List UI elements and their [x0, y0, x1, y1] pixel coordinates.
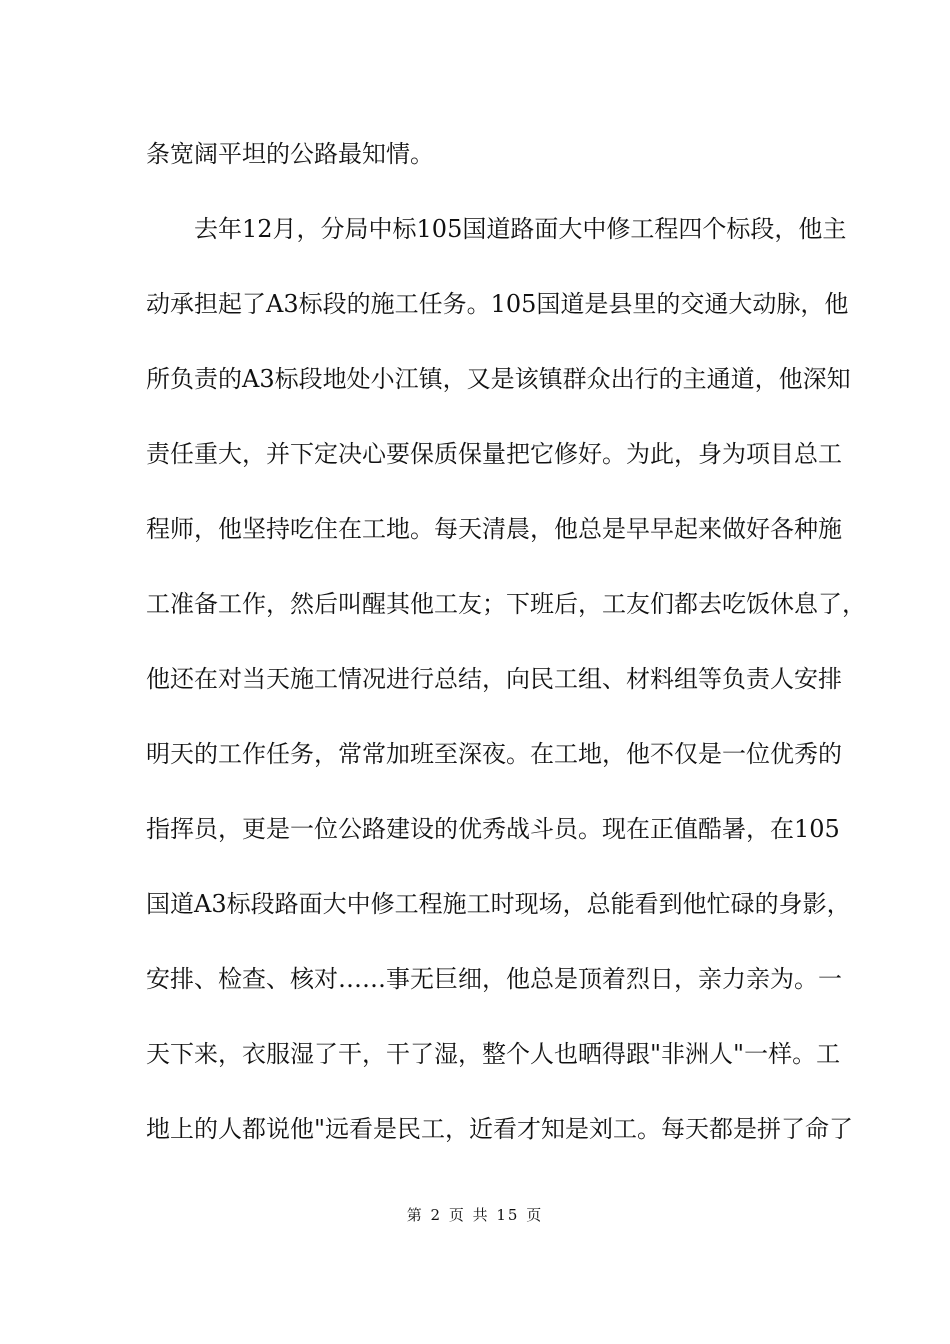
paragraph-line-8: 他还在对当天施工情况进行总结，向民工组、材料组等负责人安排	[146, 665, 842, 693]
paragraph-line-3: 动承担起了A3标段的施工任务。105国道是县里的交通大动脉，他	[146, 290, 849, 318]
paragraph-line-5: 责任重大，并下定决心要保质保量把它修好。为此，身为项目总工	[146, 440, 842, 468]
paragraph-line-9: 明天的工作任务，常常加班至深夜。在工地，他不仅是一位优秀的	[146, 740, 842, 768]
paragraph-line-2: 去年12月，分局中标105国道路面大中修工程四个标段，他主	[194, 215, 847, 243]
paragraph-line-14: 地上的人都说他"远看是民工，近看才知是刘工。每天都是拼了命了	[146, 1115, 854, 1143]
paragraph-line-11: 国道A3标段路面大中修工程施工时现场，总能看到他忙碌的身影，	[146, 890, 851, 918]
paragraph-line-10: 指挥员，更是一位公路建设的优秀战斗员。现在正值酷暑，在105	[146, 815, 840, 843]
paragraph-line-7: 工准备工作，然后叫醒其他工友；下班后，工友们都去吃饭休息了，	[146, 590, 866, 618]
paragraph-line-1: 条宽阔平坦的公路最知情。	[146, 140, 434, 168]
paragraph-line-4: 所负责的A3标段地处小江镇，又是该镇群众出行的主通道，他深知	[146, 365, 851, 393]
paragraph-line-13: 天下来，衣服湿了干，干了湿，整个人也晒得跟"非洲人"一样。工	[146, 1040, 841, 1068]
paragraph-line-6: 程师，他坚持吃住在工地。每天清晨，他总是早早起来做好各种施	[146, 515, 842, 543]
paragraph-line-12: 安排、检查、核对……事无巨细，他总是顶着烈日，亲力亲为。一	[146, 965, 842, 993]
page-number-footer: 第 2 页 共 15 页	[406, 1206, 544, 1224]
